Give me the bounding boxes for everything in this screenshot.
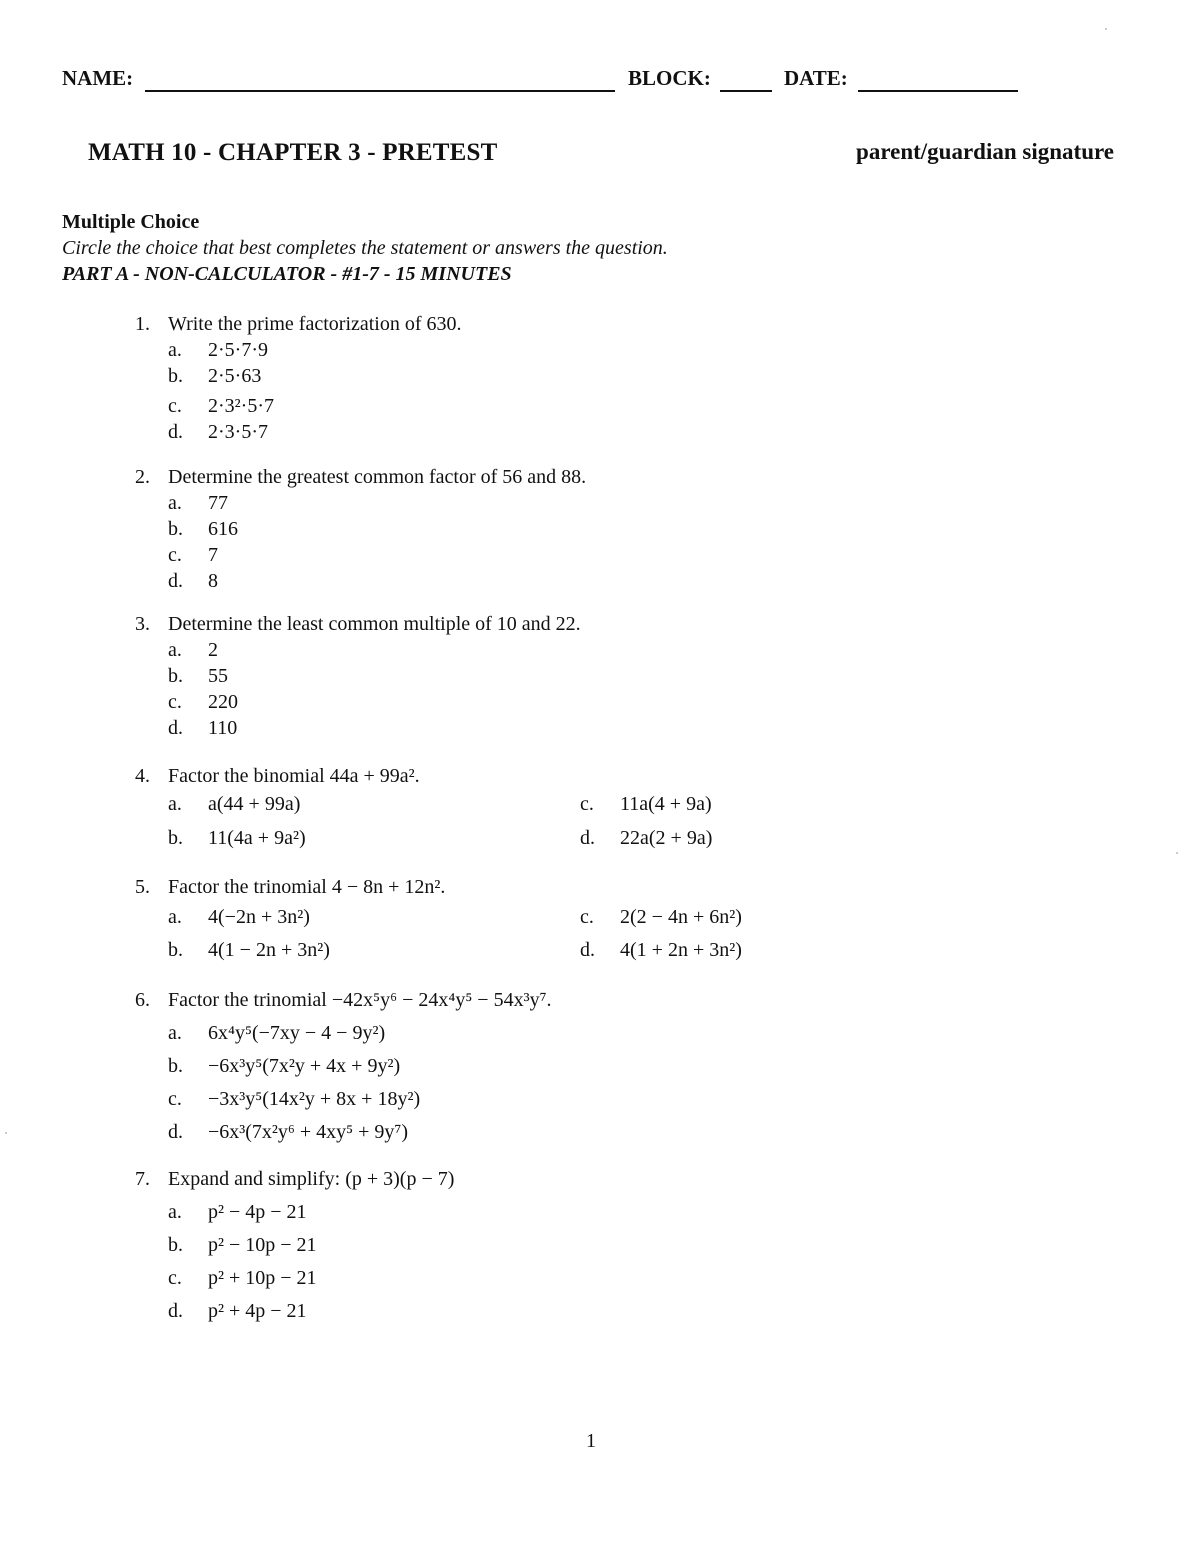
option-text: 4(1 + 2n + 3n²) xyxy=(620,939,742,961)
option-text: 7 xyxy=(208,544,218,566)
option-text: p² + 4p − 21 xyxy=(208,1300,307,1322)
option-letter: c. xyxy=(168,544,182,566)
answer-option[interactable] xyxy=(168,636,581,662)
option-letter: a. xyxy=(168,492,182,514)
option-text: 8 xyxy=(208,570,218,592)
option-letter: c. xyxy=(168,395,182,417)
option-letter: a. xyxy=(168,793,182,815)
page-title: MATH 10 - CHAPTER 3 - PRETEST xyxy=(88,139,498,166)
question-stem: Factor the trinomial −42x⁵y⁶ − 24x⁴y⁵ − 54x³y⁷. xyxy=(168,989,552,1011)
answer-option[interactable] xyxy=(168,362,462,388)
answer-option[interactable] xyxy=(168,388,462,418)
name-field-line[interactable] xyxy=(145,90,615,92)
answer-option[interactable] xyxy=(168,1111,552,1144)
option-letter: d. xyxy=(168,1121,183,1143)
option-text: 220 xyxy=(208,691,238,713)
option-letter: c. xyxy=(580,793,594,815)
question-stem: Write the prime factorization of 630. xyxy=(168,313,462,335)
section-instructions: Circle the choice that best completes the statement or answers the question. xyxy=(62,237,668,259)
page-number: 1 xyxy=(586,1430,596,1452)
option-text: 11(4a + 9a²) xyxy=(208,827,306,849)
scan-speck xyxy=(1105,28,1107,30)
name-label: NAME: xyxy=(62,66,134,90)
answer-option[interactable] xyxy=(580,903,742,929)
option-letter: d. xyxy=(168,1300,183,1322)
question-number: 1. xyxy=(135,313,150,335)
answer-option[interactable] xyxy=(168,1290,454,1323)
option-letter: b. xyxy=(168,518,183,540)
option-text: −6x³(7x²y⁶ + 4xy⁵ + 9y⁷) xyxy=(208,1121,409,1143)
question-4 xyxy=(135,762,788,860)
option-letter: c. xyxy=(168,1267,182,1289)
question-number: 3. xyxy=(135,613,150,635)
answer-option[interactable] xyxy=(168,662,581,688)
option-letter: d. xyxy=(580,939,595,961)
answer-option[interactable] xyxy=(168,489,586,515)
option-letter: b. xyxy=(168,365,183,387)
option-letter: d. xyxy=(580,827,595,849)
scan-speck xyxy=(5,1132,7,1134)
option-text: p² − 4p − 21 xyxy=(208,1201,307,1223)
option-text: 2 xyxy=(208,639,218,661)
block-label: BLOCK: xyxy=(628,66,711,90)
option-text: 55 xyxy=(208,665,228,687)
question-7 xyxy=(135,1165,454,1323)
option-letter: b. xyxy=(168,1234,183,1256)
option-text: 4(−2n + 3n²) xyxy=(208,906,310,928)
question-2 xyxy=(135,463,586,593)
option-letter: a. xyxy=(168,1201,182,1223)
answer-option[interactable] xyxy=(168,903,310,929)
answer-option[interactable] xyxy=(168,567,586,593)
answer-option[interactable] xyxy=(168,714,581,740)
scan-speck xyxy=(1176,852,1178,854)
signature-label: parent/guardian signature xyxy=(856,139,1114,164)
option-text: p² + 10p − 21 xyxy=(208,1267,317,1289)
option-text: 2·5·7·9 xyxy=(208,339,268,361)
option-text: 2·3·5·7 xyxy=(208,421,268,443)
option-text: 616 xyxy=(208,518,238,540)
option-text: 2(2 − 4n + 6n²) xyxy=(620,906,742,928)
option-text: p² − 10p − 21 xyxy=(208,1234,317,1256)
answer-option[interactable] xyxy=(580,936,742,962)
option-letter: a. xyxy=(168,639,182,661)
answer-option[interactable] xyxy=(168,688,581,714)
option-text: 22a(2 + 9a) xyxy=(620,827,713,849)
question-stem: Determine the least common multiple of 10 and 22. xyxy=(168,613,581,635)
question-number: 2. xyxy=(135,466,150,488)
answer-option[interactable] xyxy=(580,790,712,816)
option-letter: d. xyxy=(168,570,183,592)
option-text: 2·3²·5·7 xyxy=(208,395,274,417)
section-header xyxy=(62,209,668,287)
answer-option[interactable] xyxy=(168,1012,552,1045)
answer-option[interactable] xyxy=(168,824,306,850)
option-letter: b. xyxy=(168,1055,183,1077)
option-text: 6x⁴y⁵(−7xy − 4 − 9y²) xyxy=(208,1022,386,1044)
question-number: 6. xyxy=(135,989,150,1011)
option-text: 77 xyxy=(208,492,228,514)
option-letter: b. xyxy=(168,939,183,961)
option-letter: a. xyxy=(168,906,182,928)
option-letter: b. xyxy=(168,665,183,687)
option-text: −3x³y⁵(14x²y + 8x + 18y²) xyxy=(208,1088,421,1110)
section-heading: Multiple Choice xyxy=(62,211,200,233)
option-letter: d. xyxy=(168,421,183,443)
answer-option[interactable] xyxy=(168,1078,552,1111)
option-letter: b. xyxy=(168,827,183,849)
question-number: 4. xyxy=(135,765,150,787)
block-field-line[interactable] xyxy=(720,90,772,92)
option-letter: a. xyxy=(168,1022,182,1044)
question-1 xyxy=(135,310,462,444)
option-text: −6x³y⁵(7x²y + 4x + 9y²) xyxy=(208,1055,401,1077)
option-letter: c. xyxy=(168,691,182,713)
option-text: 2·5·63 xyxy=(208,365,262,387)
answer-option[interactable] xyxy=(168,336,462,362)
date-label: DATE: xyxy=(784,66,848,90)
option-text: 110 xyxy=(208,717,238,739)
answer-option[interactable] xyxy=(168,418,462,444)
answer-option[interactable] xyxy=(580,824,712,850)
answer-option[interactable] xyxy=(168,541,586,567)
section-part: PART A - NON-CALCULATOR - #1-7 - 15 MINUTES xyxy=(62,263,512,285)
answer-option[interactable] xyxy=(168,515,586,541)
option-text: 4(1 − 2n + 3n²) xyxy=(208,939,330,961)
answer-option[interactable] xyxy=(168,1045,552,1078)
option-letter: c. xyxy=(580,906,594,928)
question-6 xyxy=(135,986,552,1144)
date-field-line[interactable] xyxy=(858,90,1018,92)
answer-option[interactable] xyxy=(168,936,330,962)
question-stem: Expand and simplify: (p + 3)(p − 7) xyxy=(168,1168,455,1190)
answer-option[interactable] xyxy=(168,1191,454,1224)
answer-option[interactable] xyxy=(168,790,300,816)
question-stem: Factor the binomial 44a + 99a². xyxy=(168,765,420,787)
question-stem: Determine the greatest common factor of 56 and 88. xyxy=(168,466,587,488)
option-text: 11a(4 + 9a) xyxy=(620,793,712,815)
question-5 xyxy=(135,873,788,971)
question-number: 7. xyxy=(135,1168,150,1190)
answer-option[interactable] xyxy=(168,1257,454,1290)
question-3 xyxy=(135,610,581,740)
option-letter: d. xyxy=(168,717,183,739)
question-number: 5. xyxy=(135,876,150,898)
question-stem: Factor the trinomial 4 − 8n + 12n². xyxy=(168,876,446,898)
option-letter: c. xyxy=(168,1088,182,1110)
answer-option[interactable] xyxy=(168,1224,454,1257)
option-letter: a. xyxy=(168,339,182,361)
option-text: a(44 + 99a) xyxy=(208,793,301,815)
